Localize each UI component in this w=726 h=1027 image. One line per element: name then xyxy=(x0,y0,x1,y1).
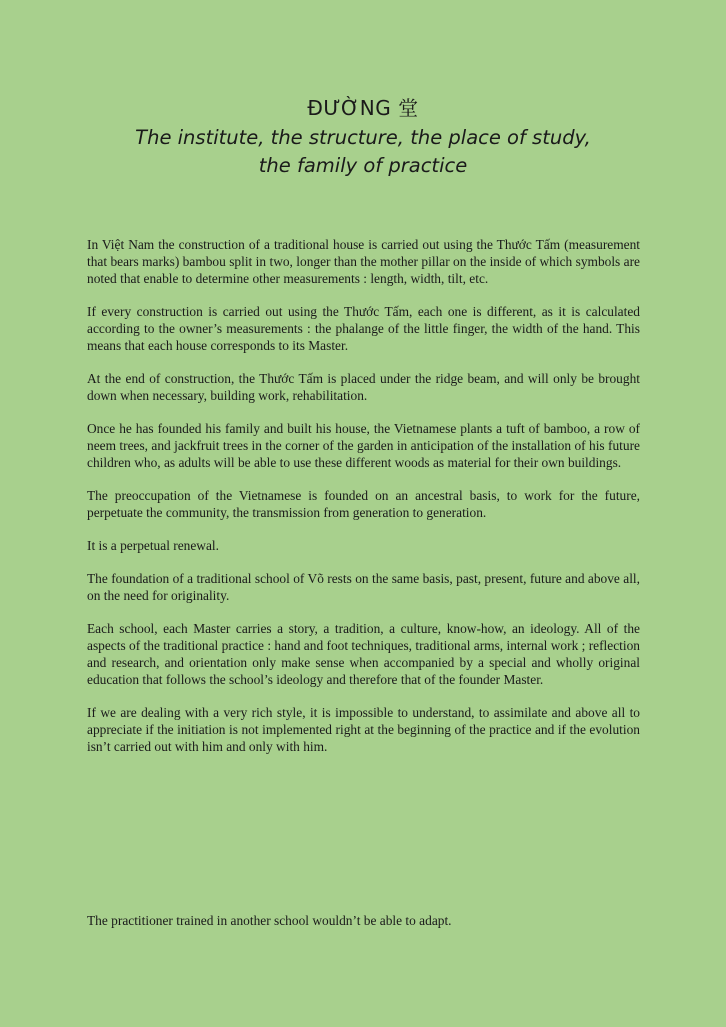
subtitle-line-2: the family of practice xyxy=(258,154,468,177)
paragraph-4: Once he has founded his family and built his house, the Vietnamese plants a tuft of bamboo, a row of neem trees, and jackfruit trees in the corner of the garden in anticipation of the installation of his future children who, as adults will be able to use these different woods as material for their own buildings. xyxy=(87,421,640,470)
page-title: ĐƯỜNG 堂 xyxy=(307,96,419,120)
paragraph-9: If we are dealing with a very rich style, it is impossible to understand, to assimilate and above all to appreciate if the initiation is not implemented right at the beginning of the practice and if the evolution isn’t carried out with him and only with him. xyxy=(87,705,640,754)
paragraph-7: The foundation of a traditional school of Võ rests on the same basis, past, present, future and above all, on the need for originality. xyxy=(87,571,640,603)
closing-paragraph: The practitioner trained in another school wouldn’t be able to adapt. xyxy=(87,913,452,928)
paragraph-1: In Việt Nam the construction of a traditional house is carried out using the Thước Tấm (measurement that bears marks) bambou split in two, longer than the mother pillar on the inside of which symbols are noted that enable to determine other measurements : length, width, tilt, etc. xyxy=(87,237,640,286)
paragraph-2: If every construction is carried out using the Thước Tấm, each one is different, as it is calculated according to the owner’s measurements : the phalange of the little finger, the width of the hand. This means that each house corresponds to its Master. xyxy=(87,304,640,353)
body-text xyxy=(87,236,640,771)
paragraph-3: At the end of construction, the Thước Tấm is placed under the ridge beam, and will only be brought down when necessary, building work, rehabilitation. xyxy=(87,371,640,403)
paragraph-5: The preoccupation of the Vietnamese is founded on an ancestral basis, to work for the future, perpetuate the community, the transmission from generation to generation. xyxy=(87,488,640,520)
paragraph-8: Each school, each Master carries a story, a tradition, a culture, know-how, an ideology. All of the aspects of the traditional practice : hand and foot techniques, traditional arms, internal work ; reflection and research, and orientation only make sense when accompanied by a special and wholly original education that follows the school’s ideology and therefore that of the founder Master. xyxy=(87,621,640,687)
heading-block xyxy=(0,92,726,180)
subtitle-line-1: The institute, the structure, the place of study, xyxy=(135,126,591,149)
paragraph-6: It is a perpetual renewal. xyxy=(87,538,219,553)
